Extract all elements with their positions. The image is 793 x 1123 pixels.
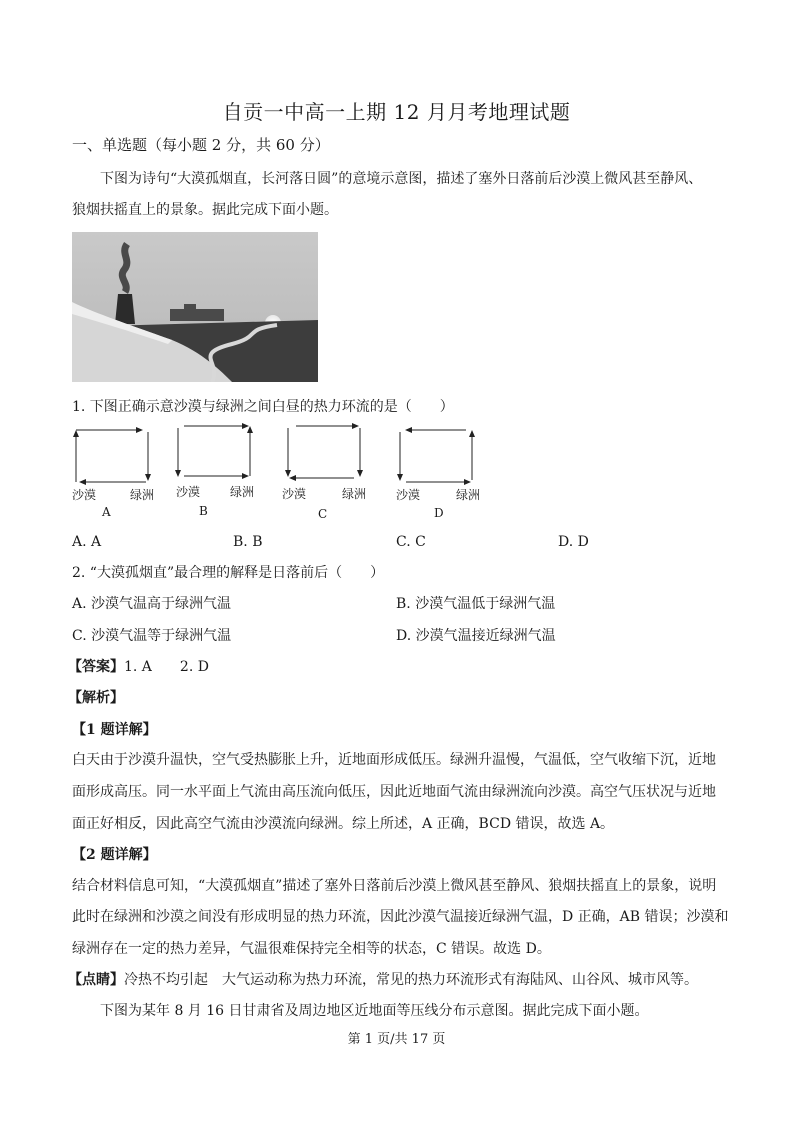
circulation-diagram-c: [282, 418, 382, 518]
intro-line-1: 下图为诗句“大漠孤烟直，长河落日圆”的意境示意图，描述了塞外日落前后沙漠上微风甚至静风、: [100, 171, 703, 187]
diagram-d-right-label: 绿洲: [456, 488, 481, 502]
q1-option-c: C. C: [396, 534, 426, 550]
q1-detail-line-1: 白天由于沙漠升温快，空气受热膨胀上升，近地面形成低压。绿洲升温慢，气温低，空气收缩下沉，近地: [72, 752, 716, 768]
q1-detail-line-2: 面形成高压。同一水平面上气流由高压流向低压，因此近地面气流由绿洲流向沙漠。高空气压状况与近地: [72, 784, 716, 800]
tip-tag: 【点睛】: [68, 972, 124, 988]
diagram-a-left-label: 沙漠: [72, 488, 97, 502]
q1-option-b: B. B: [233, 534, 263, 550]
q2-option-a: A. 沙漠气温高于绿洲气温: [72, 596, 232, 612]
circulation-diagram-a: [66, 422, 166, 522]
tip-text: 冷热不均引起 大气运动称为热力环流，常见的热力环流形式有海陆风、山谷风、城市风等。: [124, 972, 698, 988]
question-1: 1. 下图正确示意沙漠与绿洲之间白昼的热力环流的是（ ）: [72, 399, 454, 415]
diagram-b-right-label: 绿洲: [230, 485, 255, 499]
question-2: 2. “大漠孤烟直”最合理的解释是日落前后（ ）: [72, 565, 385, 581]
analysis-tag: 【解析】: [68, 690, 124, 706]
next-intro: 下图为某年 8 月 16 日甘肃省及周边地区近地面等压线分布示意图。据此完成下面小题。: [100, 1003, 649, 1019]
answer-text: 1. A 2. D: [124, 659, 209, 675]
q2-option-d: D. 沙漠气温接近绿洲气温: [396, 628, 556, 644]
q1-detail-line-3: 面正好相反，因此高空气流由沙漠流向绿洲。综上所述，A 正确，BCD 错误，故选 A。: [72, 816, 615, 832]
diagram-c-right-label: 绿洲: [342, 487, 367, 501]
diagram-d-left-label: 沙漠: [396, 488, 421, 502]
q2-detail-tag: 【2 题详解】: [72, 847, 157, 863]
answer-line: [68, 658, 209, 676]
diagram-b-left-label: 沙漠: [176, 485, 201, 499]
q1-detail-tag: 【1 题详解】: [72, 722, 157, 738]
section-heading: 一、单选题（每小题 2 分，共 60 分）: [72, 136, 330, 154]
q2-option-b: B. 沙漠气温低于绿洲气温: [396, 596, 556, 612]
page-title: 自贡一中高一上期 12 月月考地理试题: [222, 100, 571, 124]
q2-detail-line-3: 绿洲存在一定的热力差异，气温很难保持完全相等的状态，C 错误。故选 D。: [72, 941, 551, 957]
tip-line: [68, 971, 698, 989]
answer-tag: 【答案】: [68, 659, 124, 675]
circulation-diagram-b: [172, 418, 272, 518]
q2-option-c: C. 沙漠气温等于绿洲气温: [72, 628, 232, 644]
diagram-a-right-label: 绿洲: [130, 488, 155, 502]
diagram-c-left-label: 沙漠: [282, 487, 307, 501]
diagram-a-letter: A: [102, 505, 111, 519]
q1-option-d: D. D: [558, 534, 589, 550]
diagram-c-letter: C: [318, 507, 328, 521]
diagram-d-letter: D: [434, 506, 444, 520]
q2-detail-line-1: 结合材料信息可知，“大漠孤烟直”描述了塞外日落前后沙漠上微风甚至静风、狼烟扶摇直上的景象，说明: [72, 878, 717, 894]
diagram-b-letter: B: [199, 504, 208, 518]
desert-scene-photo: [72, 232, 318, 382]
q2-detail-line-2: 此时在绿洲和沙漠之间没有形成明显的热力环流，因此沙漠气温接近绿洲气温，D 正确，AB 错误；沙漠和: [72, 909, 729, 925]
intro-line-2: 狼烟扶摇直上的景象。据此完成下面小题。: [72, 202, 338, 218]
page-footer: 第 1 页/共 17 页: [347, 1032, 446, 1047]
q1-option-a: A. A: [72, 534, 102, 550]
